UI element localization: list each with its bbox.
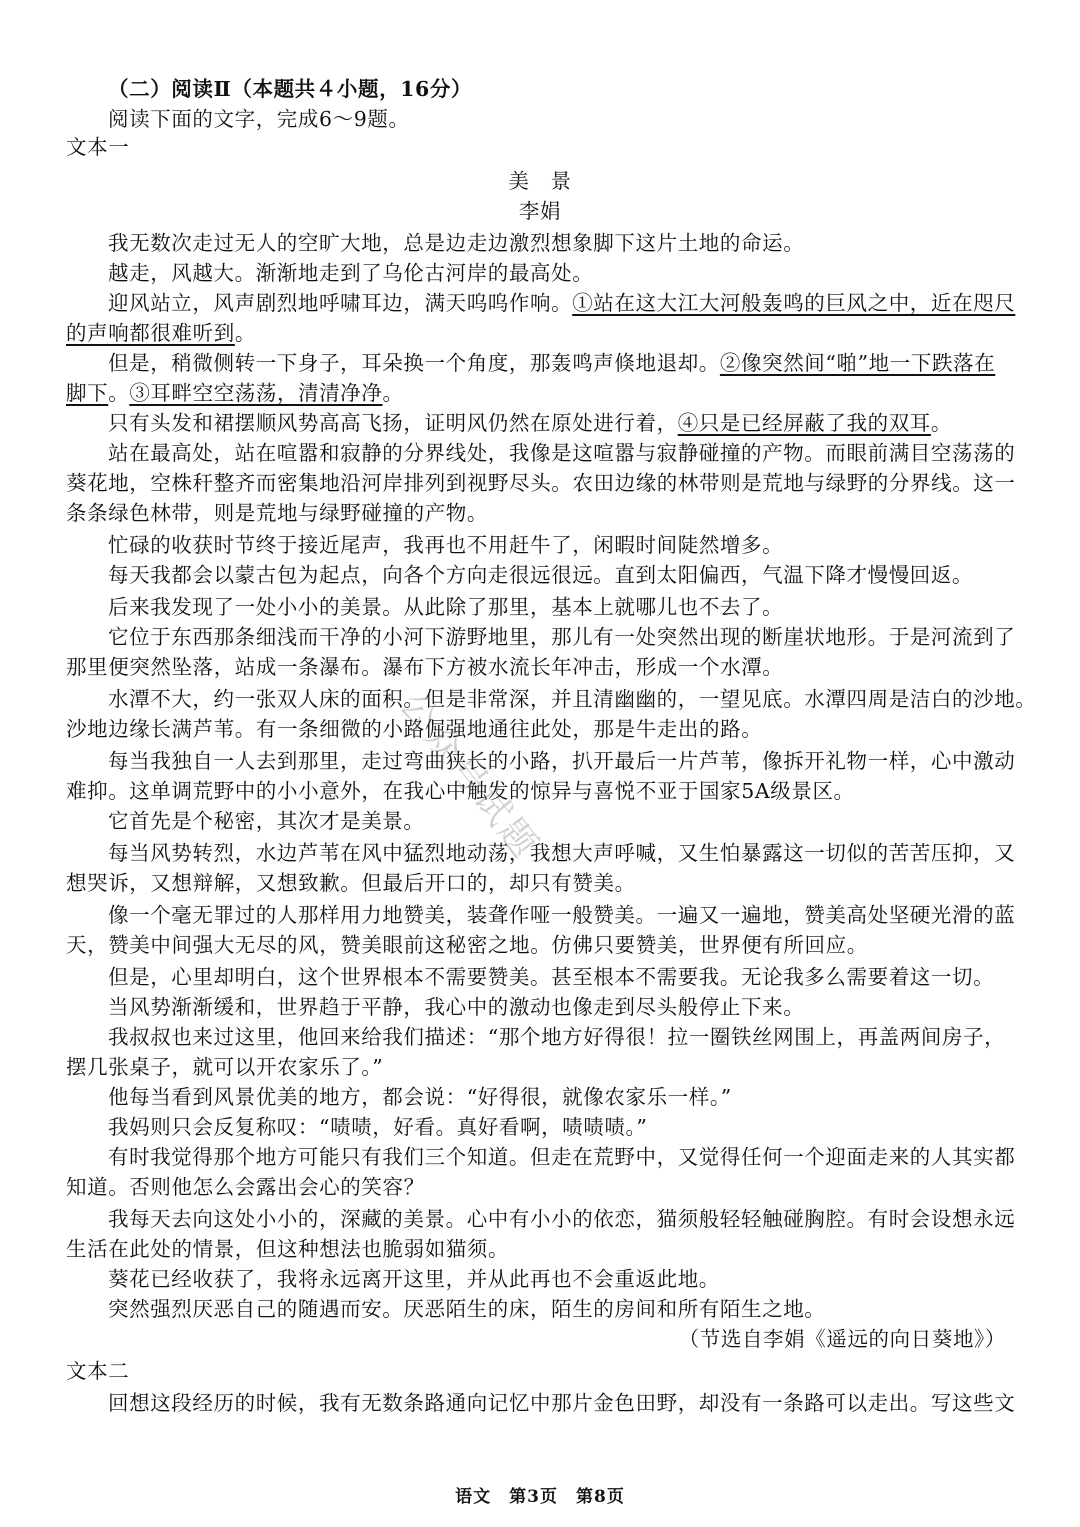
underlined-sentence-4: ④只是已经屏蔽了我的双耳 — [677, 411, 931, 435]
source-citation: （节选自李娟《遥远的向日葵地》） — [678, 1327, 1006, 1351]
underlined-sentence-1: ①站在这大江大河般轰鸣的巨风之中，近在咫尺 — [572, 291, 1016, 315]
paragraph: 越走，风越大。渐渐地走到了乌伦古河岸的最高处。 — [108, 261, 594, 285]
paragraph-continued: 天，赞美中间强大无尽的风，赞美眼前这秘密之地。仿佛只要赞美，世界便有所回应。 — [66, 933, 868, 957]
paragraph: 像一个毫无罪过的人那样用力地赞美，装聋作哑一般赞美。一遍又一遍地，赞美高处坚硬光滑的蓝 — [108, 903, 1016, 927]
paragraph: 水潭不大，约一张双人床的面积。但是非常深，并且清幽幽的，一望见底。水潭四周是洁白的沙地。 — [108, 687, 1037, 711]
paragraph: 当风势渐渐缓和，世界趋于平静，我心中的激动也像走到尽头般停止下来。 — [108, 995, 805, 1019]
underlined-sentence-2: ②像突然间“啪”地一下跌落在 — [719, 351, 996, 375]
article-title: 美 景 — [508, 169, 572, 193]
paragraph: 每当风势转烈，水边芦苇在风中猛烈地动荡，我想大声呼喊，又生怕暴露这一切似的苦苦压抑，又 — [108, 841, 1016, 865]
paragraph-continued: 条条绿色林带，则是荒地与绿野碰撞的产物。 — [66, 501, 488, 525]
paragraph-continued: 知道。否则他怎么会露出会心的笑容？ — [66, 1175, 425, 1199]
text-run: 。 — [382, 381, 404, 405]
text-run: 只有头发和裙摆顺风势高高飞扬，证明风仍然在原处进行着， — [108, 411, 678, 435]
paragraph: 我每天去向这处小小的，深藏的美景。心中有小小的依恋，猫须般轻轻触碰胸腔。有时会设想永远 — [108, 1207, 1016, 1231]
underlined-sentence-3: ③耳畔空空荡荡，清清净净 — [129, 381, 383, 405]
paragraph: 有时我觉得那个地方可能只有我们三个知道。但走在荒野中，又觉得任何一个迎面走来的人其实都 — [108, 1145, 1016, 1169]
paragraph: 每天我都会以蒙古包为起点，向各个方向走很远很远。直到太阳偏西，气温下降才慢慢回返。 — [108, 563, 974, 587]
paragraph — [108, 288, 1015, 318]
text-run: 迎风站立，风声剧烈地呼啸耳边，满天呜呜作响。 — [108, 291, 573, 315]
paragraph — [108, 348, 995, 378]
paragraph: 但是，心里却明白，这个世界根本不需要赞美。甚至根本不需要我。无论我多么需要着这一切。 — [108, 965, 995, 989]
instruction: 阅读下面的文字，完成6～9题。 — [108, 107, 410, 131]
paragraph: 它首先是个秘密，其次才是美景。 — [108, 809, 425, 833]
paragraph: 他每当看到风景优美的地方，都会说：“好得很，就像农家乐一样。” — [108, 1085, 732, 1109]
underlined-sentence-1-end: 的声响都很难听到 — [66, 321, 235, 345]
paragraph: 我无数次走过无人的空旷大地，总是边走边激烈想象脚下这片土地的命运。 — [108, 231, 805, 255]
text-run: 。 — [234, 321, 256, 345]
text1-label: 文本一 — [66, 135, 130, 159]
paragraph — [108, 408, 952, 438]
text-run: 但是，稍微侧转一下身子，耳朵换一个角度，那轰鸣声倏地退却。 — [108, 351, 720, 375]
underlined-sentence-2-end: 脚下 — [66, 381, 109, 405]
paragraph: 我叔叔也来过这里，他回来给我们描述：“那个地方好得很！拉一圈铁丝网围上，再盖两间房子， — [108, 1025, 1006, 1049]
paragraph-continued — [66, 378, 404, 408]
paragraph-continued: 摆几张桌子，就可以开农家乐了。” — [66, 1055, 384, 1079]
paragraph-continued: 那里便突然坠落，站成一条瀑布。瀑布下方被水流长年冲击，形成一个水潭。 — [66, 655, 784, 679]
paragraph: 葵花已经收获了，我将永远离开这里，并从此再也不会重返此地。 — [108, 1267, 720, 1291]
paragraph-continued: 难抑。这单调荒野中的小小意外，在我心中触发的惊异与喜悦不亚于国家5A级景区。 — [66, 779, 855, 803]
text2-label: 文本二 — [66, 1359, 130, 1383]
text-run: 。 — [930, 411, 953, 435]
paragraph-continued: 想哭诉，又想辩解，又想致歉。但最后开口的，却只有赞美。 — [66, 871, 636, 895]
paragraph: 后来我发现了一处小小的美景。从此除了那里，基本上就哪儿也不去了。 — [108, 595, 784, 619]
text-run: 。 — [108, 381, 130, 405]
paragraph-continued: 沙地边缘长满芦苇。有一条细微的小路倔强地通往此处，那是牛走出的路。 — [66, 717, 763, 741]
watermark: 公众号试题 — [391, 684, 547, 868]
paragraph-continued: 葵花地，空株秆整齐而密集地沿河岸排列到视野尽头。农田边缘的林带则是荒地与绿野的分界线。这一 — [66, 471, 1016, 495]
paragraph-continued — [66, 318, 256, 348]
paragraph: 回想这段经历的时候，我有无数条路通向记忆中那片金色田野，却没有一条路可以走出。写这些文 — [108, 1391, 1016, 1415]
paragraph: 它位于东西那条细浅而干净的小河下游野地里，那儿有一处突然出现的断崖状地形。于是河流到了 — [108, 625, 1016, 649]
paragraph-continued: 生活在此处的情景，但这种想法也脆弱如猫须。 — [66, 1237, 510, 1261]
paragraph: 我妈则只会反复称叹：“啧啧，好看。真好看啊，啧啧啧。” — [108, 1115, 648, 1139]
paragraph: 忙碌的收获时节终于接近尾声，我再也不用赶牛了，闲暇时间陡然增多。 — [108, 533, 784, 557]
page-footer: 语文 第3页 第8页 — [455, 1487, 625, 1507]
paragraph: 站在最高处，站在喧嚣和寂静的分界线处，我像是这喧嚣与寂静碰撞的产物。而眼前满目空荡荡的 — [108, 441, 1016, 465]
article-author: 李娟 — [518, 199, 562, 223]
section-title: （二）阅读Ⅱ（本题共４小题，16分） — [108, 77, 473, 101]
paragraph: 突然强烈厌恶自己的随遇而安。厌恶陌生的床，陌生的房间和所有陌生之地。 — [108, 1297, 826, 1321]
paragraph: 每当我独自一人去到那里，走过弯曲狭长的小路，扒开最后一片芦苇，像拆开礼物一样，心中激动 — [108, 749, 1016, 773]
